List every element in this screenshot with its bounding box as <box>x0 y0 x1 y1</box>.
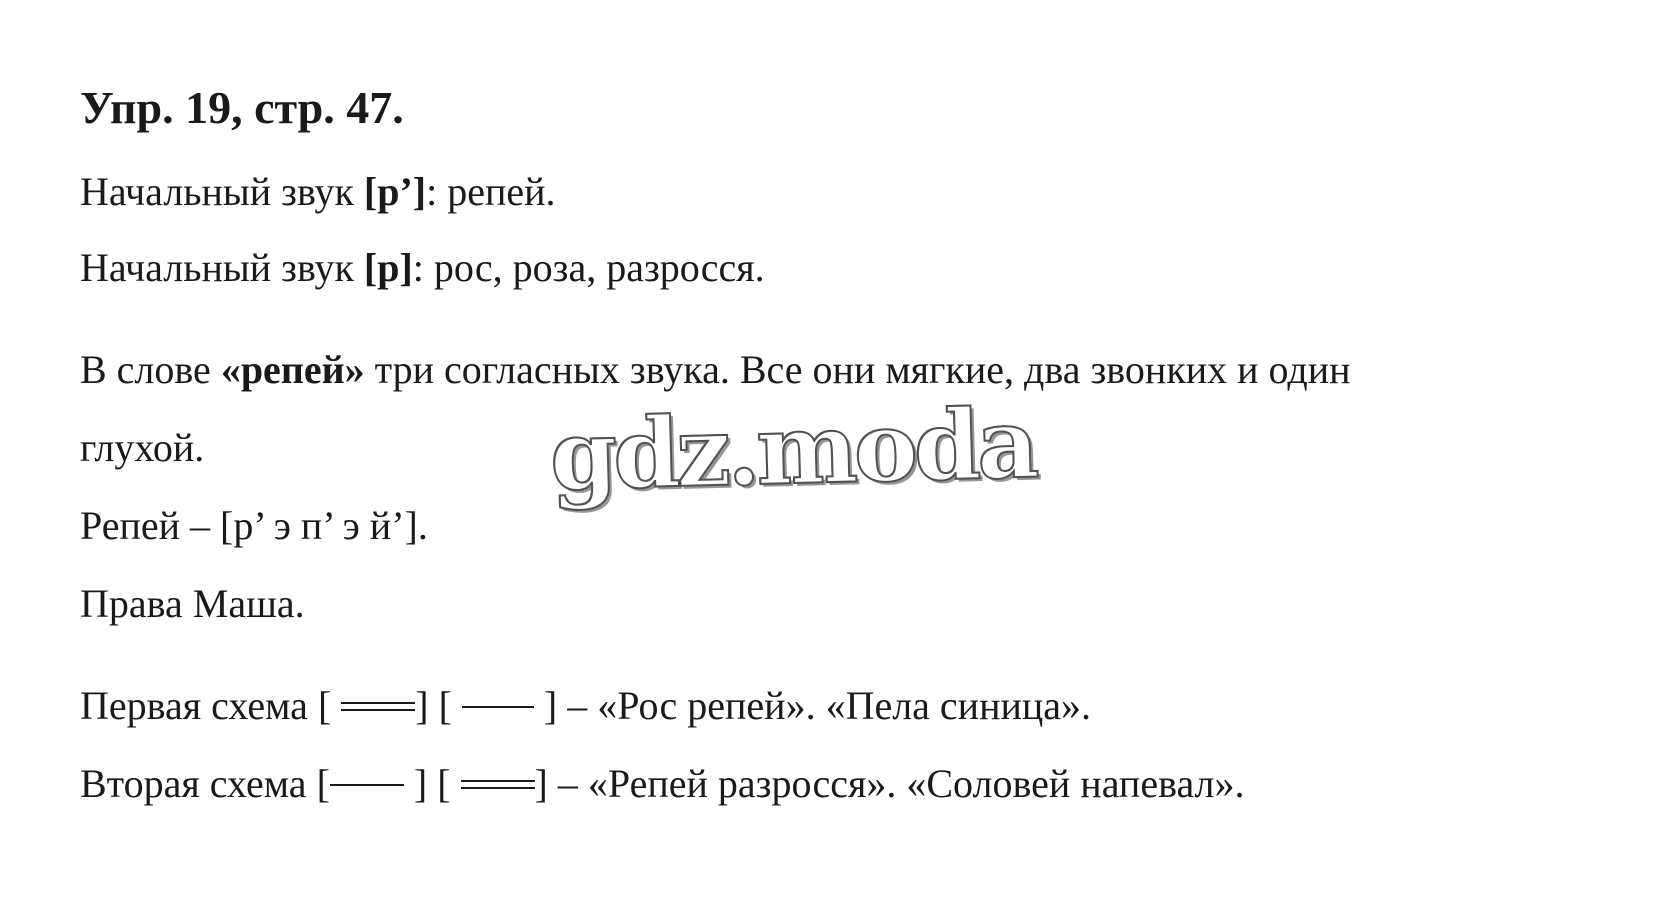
scheme-label: Вторая схема <box>80 761 317 806</box>
watermark-logo: gdz.moda <box>548 386 1037 513</box>
line-word-analysis <box>80 346 1351 394</box>
line-prefix: Начальный звук <box>80 169 364 214</box>
analyzed-word: «репей» <box>220 347 365 392</box>
exercise-title: Упр. 19, стр. 47. <box>80 82 404 133</box>
line-transcription: Репей – [р’ э п’ э й’]. <box>80 503 428 548</box>
line-suffix: : рос, роза, разросся. <box>412 245 765 290</box>
scheme-examples: – «Рос репей». «Пела синица». <box>557 683 1092 728</box>
bracket-open: [ <box>317 683 332 728</box>
bracket-open: [ <box>316 761 330 806</box>
line-scheme-first <box>80 682 1091 730</box>
line-prefix: Начальный звук <box>80 245 364 290</box>
sound-symbol: [р’] <box>363 169 427 214</box>
bracket-open: [ <box>427 761 451 806</box>
scheme-label: Первая схема <box>80 683 318 728</box>
line-conclusion: Права Маша. <box>80 581 305 626</box>
bracket-open: [ <box>428 683 452 728</box>
bracket-close: ] <box>415 683 429 728</box>
bracket-close: ] <box>543 683 558 728</box>
line-initial-soft-sound <box>80 168 556 216</box>
double-underline-symbol <box>341 697 415 717</box>
line-suffix: три согласных звука. Все они мягкие, два звонких и один <box>364 347 1351 392</box>
bracket-close: ] <box>413 761 428 806</box>
single-underline-symbol <box>462 697 534 717</box>
bracket-close: ] <box>534 761 548 806</box>
line-scheme-second <box>80 760 1245 808</box>
single-underline-symbol <box>330 775 404 795</box>
scheme-examples: – «Репей разросся». «Соловей напевал». <box>547 761 1245 806</box>
double-underline-symbol <box>461 775 535 795</box>
line-prefix: В слове <box>80 347 221 392</box>
line-initial-hard-sound <box>80 244 765 292</box>
line-word-analysis-continuation: глухой. <box>80 425 205 470</box>
line-suffix: : репей. <box>426 169 556 214</box>
sound-symbol: [р] <box>363 245 413 290</box>
